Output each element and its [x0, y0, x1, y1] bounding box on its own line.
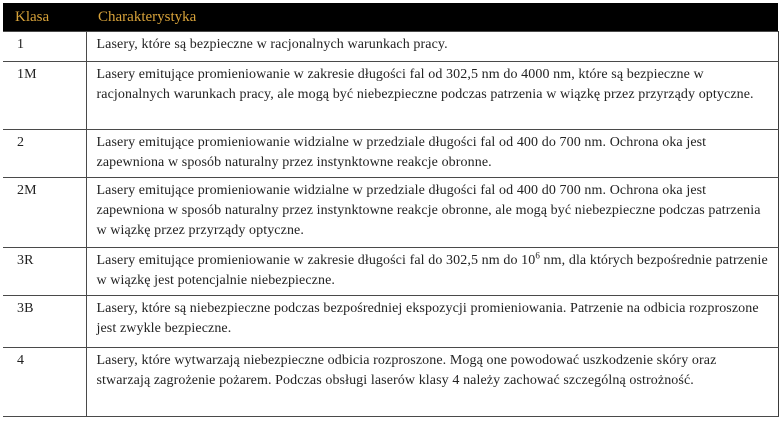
table-row	[3, 248, 778, 296]
cell-klasa: 3B	[3, 296, 86, 348]
cell-klasa: 1	[3, 32, 86, 62]
table-row	[3, 32, 778, 62]
cell-opis: Lasery, które są niebezpieczne podczas bezpośredniej ekspozycji promieniowania. Patrzenie na odbicia rozproszone jest zwykle bezpieczne.	[86, 296, 778, 348]
cell-opis	[86, 248, 778, 296]
top-strip	[0, 0, 783, 2]
cell-opis: Lasery emitujące promieniowanie widzialne w przedziale długości fal od 400 do 700 nm. Ochrona oka jest zapewniona w sposób naturalny przez instynktowne reakcje obronne.	[86, 130, 778, 178]
cell-klasa: 4	[3, 348, 86, 417]
cell-opis: Lasery emitujące promieniowanie widzialne w przedziale długości fal od 400 d0 700 nm. Ochrona oka jest zapewniona w sposób naturalny przez instynktowne reakcje obronne, ale mogą być niebezpieczne podczas patrzenia w wiązkę przez przyrządy optyczne.	[86, 178, 778, 248]
table-header-row	[3, 3, 778, 32]
table-header	[3, 3, 778, 32]
table-row	[3, 348, 778, 417]
header-klasa: Klasa	[15, 8, 50, 25]
table-row	[3, 130, 778, 178]
cell-opis: Lasery, które wytwarzają niebezpieczne odbicia rozproszone. Mogą one powodować uszkodzenie skóry oraz stwarzają zagrożenie pożarem. Podczas obsługi laserów klasy 4 należy zachować szczególną ostrożność.	[86, 348, 778, 417]
cell-klasa: 2	[3, 130, 86, 178]
cell-klasa: 1M	[3, 62, 86, 130]
cell-klasa: 2M	[3, 178, 86, 248]
cell-opis: Lasery emitujące promieniowanie w zakresie długości fal od 302,5 nm do 4000 nm, które są bezpieczne w racjonalnych warunkach pracy, ale mogą być niebezpieczne podczas patrzenia w wiązkę przez przyrządy optyczne.	[86, 62, 778, 130]
table-row	[3, 296, 778, 348]
laser-class-table	[3, 3, 779, 417]
cell-klasa: 3R	[3, 248, 86, 296]
table-row	[3, 62, 778, 130]
cell-opis: Lasery, które są bezpieczne w racjonalnych warunkach pracy.	[86, 32, 778, 62]
cell-opis-part2: nm, dla których bezpośrednie patrzenie w wiązkę jest potencjalnie niebezpieczne.	[96, 253, 768, 288]
cell-opis-part1: Lasery emitujące promieniowanie w zakresie długości fal do 302,5 nm do 10	[96, 253, 536, 268]
header-charakterystyka: Charakterystyka	[98, 8, 197, 25]
table-row	[3, 178, 778, 248]
table-body	[3, 32, 778, 417]
superscript-exponent: 6	[535, 250, 540, 261]
